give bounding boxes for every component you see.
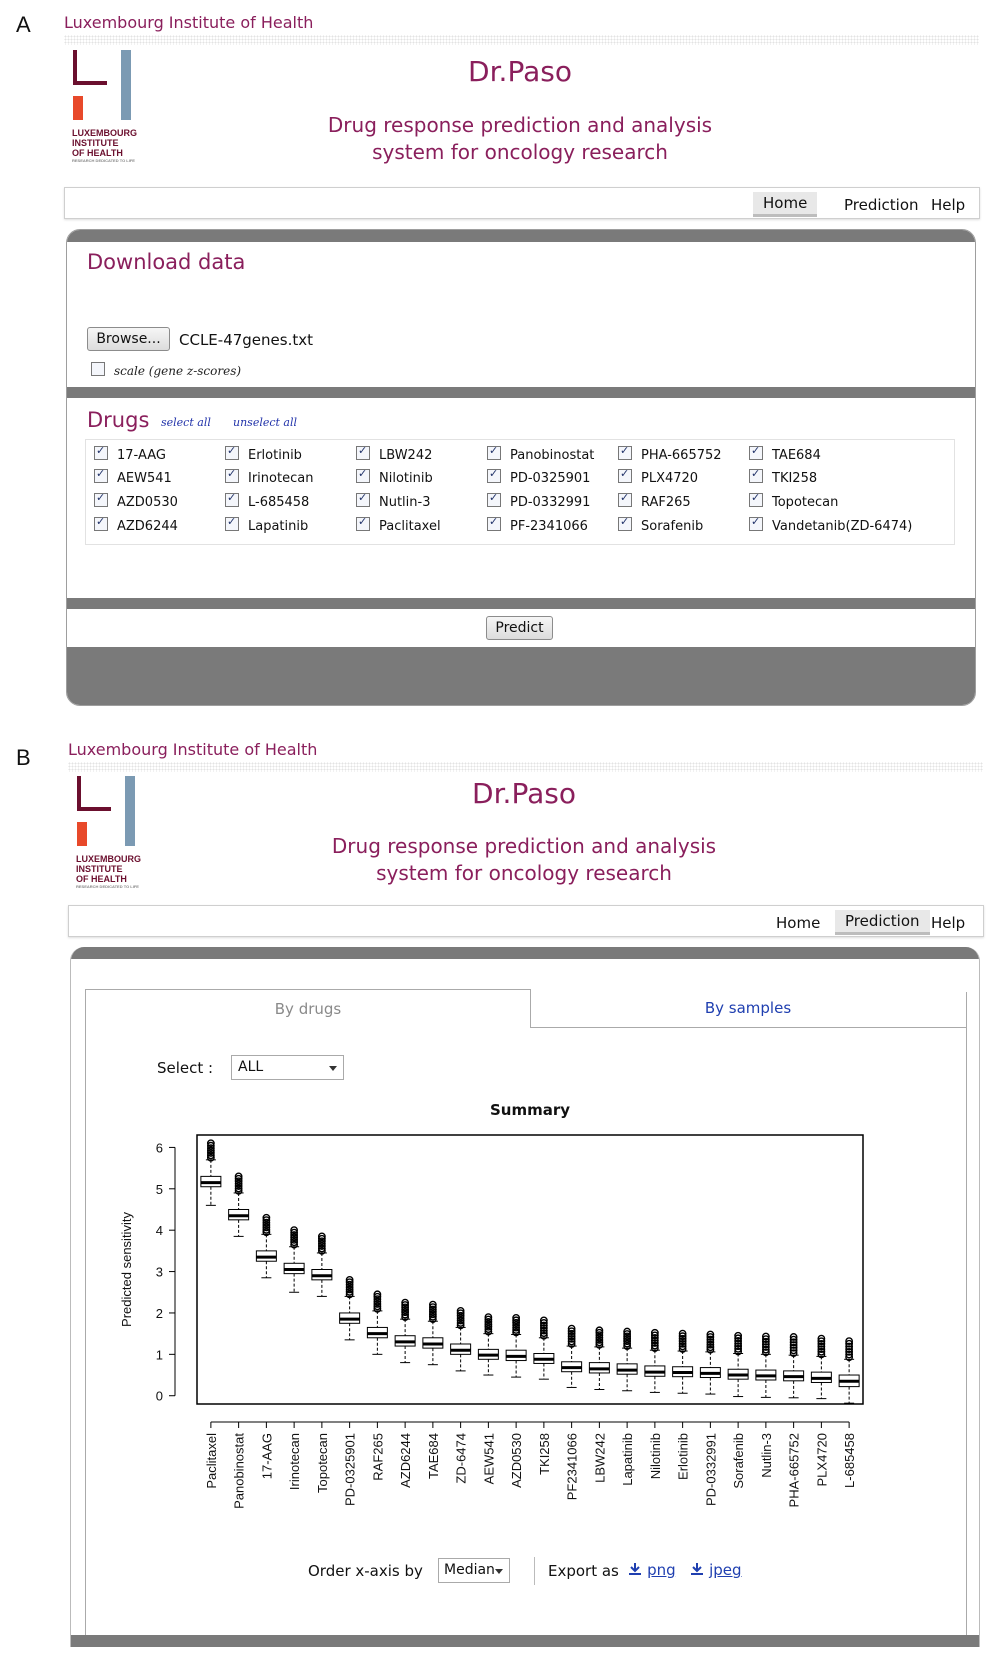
drug-label: Nutlin-3 <box>379 495 431 510</box>
upload-panel <box>66 229 976 706</box>
scale-label: scale (gene z-scores) <box>114 364 242 378</box>
drug-option[interactable] <box>618 493 691 510</box>
drugs-heading: Drugs <box>87 408 150 432</box>
drug-checkbox[interactable] <box>749 469 763 483</box>
drug-option[interactable] <box>356 446 432 463</box>
chevron-down-icon <box>329 1066 337 1071</box>
drug-option[interactable] <box>94 446 166 463</box>
drug-checkbox[interactable] <box>356 446 370 460</box>
y-axis-label: Predicted sensitivity <box>119 1212 134 1327</box>
export-divider <box>534 1557 535 1585</box>
x-tick-label: LBW242 <box>592 1433 608 1483</box>
drug-checkbox[interactable] <box>356 493 370 507</box>
drug-label: PLX4720 <box>641 471 699 486</box>
drug-checkbox[interactable] <box>487 446 501 460</box>
drug-option[interactable] <box>487 517 588 534</box>
browse-button[interactable]: Browse... <box>87 327 170 351</box>
drug-option[interactable] <box>94 493 178 510</box>
drug-label: RAF265 <box>641 495 691 510</box>
download-heading: Download data <box>87 250 246 274</box>
drug-checkbox[interactable] <box>618 469 632 483</box>
x-tick-label: Erlotinib <box>675 1433 691 1480</box>
drug-checkbox[interactable] <box>749 517 763 531</box>
x-tick-label: PD-0332991 <box>703 1433 719 1506</box>
x-tick-label: Sorafenib <box>731 1433 747 1489</box>
drug-label: 17-AAG <box>117 448 166 463</box>
drug-label: Topotecan <box>772 495 839 510</box>
drug-option[interactable] <box>618 517 703 534</box>
drug-option[interactable] <box>487 446 594 463</box>
drug-option[interactable] <box>749 493 838 510</box>
drug-checkbox[interactable] <box>94 469 108 483</box>
scale-checkbox[interactable] <box>91 362 105 376</box>
drug-label: AZD6244 <box>117 519 178 534</box>
x-tick-label: AZD0530 <box>509 1433 525 1488</box>
export-jpeg-link[interactable] <box>690 1560 742 1579</box>
drug-option[interactable] <box>225 517 308 534</box>
summary-boxplot <box>85 1101 965 1597</box>
nav-prediction-b[interactable]: Prediction <box>835 910 930 935</box>
lih-logo-b <box>74 776 154 896</box>
institute-name-b: Luxembourg Institute of Health <box>68 740 318 759</box>
logo-line-1: LUXEMBOURG <box>72 128 137 138</box>
logo-text-b <box>76 854 141 890</box>
subtitle-line-2-b: system for oncology research <box>376 861 672 885</box>
header-divider <box>64 35 979 45</box>
y-tick-label: 4 <box>155 1223 163 1239</box>
selected-file-name: CCLE-47genes.txt <box>179 331 313 349</box>
navbar-b <box>68 905 984 937</box>
app-subtitle-b <box>274 833 774 887</box>
drug-checkbox[interactable] <box>94 493 108 507</box>
section-divider-2 <box>67 598 975 609</box>
drug-checkbox[interactable] <box>94 517 108 531</box>
drug-label: LBW242 <box>379 448 433 463</box>
drug-checkbox-grid <box>85 439 955 545</box>
chart-title: Summary <box>489 1101 571 1119</box>
drug-label: AEW541 <box>117 471 172 486</box>
order-select[interactable] <box>438 1558 510 1583</box>
x-tick-label: Nutlin-3 <box>758 1433 774 1478</box>
x-tick-label: TAE684 <box>425 1433 441 1480</box>
drug-checkbox[interactable] <box>94 446 108 460</box>
drug-label: TAE684 <box>772 448 821 463</box>
y-tick-label: 3 <box>155 1264 163 1280</box>
x-tick-label: ZD-6474 <box>453 1433 469 1484</box>
tab-by-samples[interactable]: By samples <box>530 989 966 1028</box>
x-tick-label: 17-AAG <box>259 1433 275 1480</box>
drug-checkbox[interactable] <box>618 493 632 507</box>
drug-option[interactable] <box>618 446 722 463</box>
y-tick-label: 2 <box>155 1305 163 1321</box>
drug-label: Vandetanib(ZD-6474) <box>772 519 913 534</box>
x-tick-label: L-685458 <box>842 1433 858 1488</box>
x-tick-label: PLX4720 <box>814 1433 830 1487</box>
logo-tagline-b: RESEARCH DEDICATED TO LIFE <box>76 884 139 889</box>
panel-bottom-bar <box>67 647 975 705</box>
app-title: Dr.Paso <box>468 55 572 88</box>
drug-label: Nilotinib <box>379 471 433 486</box>
logo-line-3: OF HEALTH <box>72 148 123 158</box>
drug-option[interactable] <box>749 517 912 534</box>
institute-name: Luxembourg Institute of Health <box>64 13 314 32</box>
export-jpeg-label: jpeg <box>709 1561 742 1579</box>
subtitle-line-1-b: Drug response prediction and analysis <box>331 834 717 858</box>
y-tick-label: 6 <box>155 1140 163 1156</box>
drug-label: PD-0325901 <box>510 471 591 486</box>
download-icon <box>690 1562 704 1576</box>
panel-top-bar <box>67 230 975 242</box>
drug-label: Lapatinib <box>248 519 309 534</box>
nav-home[interactable]: Home <box>753 192 817 217</box>
drug-label: PF-2341066 <box>510 519 588 534</box>
select-all-link[interactable]: select all <box>161 416 211 429</box>
drug-label: L-685458 <box>248 495 310 510</box>
y-tick-label: 1 <box>155 1347 163 1363</box>
drug-label: PD-0332991 <box>510 495 591 510</box>
logo-line-1-b: LUXEMBOURG <box>76 854 141 864</box>
drug-checkbox[interactable] <box>749 446 763 460</box>
drug-option[interactable] <box>356 493 431 510</box>
drug-checkbox[interactable] <box>225 446 239 460</box>
export-label: Export as <box>548 1562 619 1580</box>
x-tick-label: PHA-665752 <box>786 1433 802 1508</box>
predict-button[interactable]: Predict <box>486 616 553 640</box>
scale-option[interactable] <box>91 360 241 379</box>
section-divider-1 <box>67 387 975 398</box>
app-subtitle <box>270 112 770 166</box>
drug-option[interactable] <box>225 493 309 510</box>
x-tick-label: AEW541 <box>481 1433 497 1485</box>
download-icon <box>628 1562 642 1576</box>
drug-checkbox[interactable] <box>225 493 239 507</box>
nav-help-b[interactable]: Help <box>931 914 966 932</box>
drug-option[interactable] <box>618 469 698 486</box>
logo-text <box>72 128 137 164</box>
logo-line-2-b: INSTITUTE <box>76 864 123 874</box>
lih-logo <box>70 50 150 170</box>
tab-by-drugs[interactable]: By drugs <box>85 989 531 1028</box>
chevron-down-icon <box>495 1569 503 1574</box>
app-title-b: Dr.Paso <box>472 777 576 810</box>
drug-option[interactable] <box>356 517 441 534</box>
drug-label: Paclitaxel <box>379 519 441 534</box>
drug-checkbox[interactable] <box>618 517 632 531</box>
drug-label: Irinotecan <box>248 471 314 486</box>
drug-checkbox[interactable] <box>225 469 239 483</box>
drug-label: Sorafenib <box>641 519 704 534</box>
subtitle-line-1: Drug response prediction and analysis <box>327 113 713 137</box>
drug-option[interactable] <box>487 493 590 510</box>
drug-label: TKI258 <box>772 471 818 486</box>
panel-letter-a: A <box>16 12 31 37</box>
navbar <box>64 187 980 219</box>
logo-tagline: RESEARCH DEDICATED TO LIFE <box>72 158 135 163</box>
logo-line-2: INSTITUTE <box>72 138 119 148</box>
drug-checkbox[interactable] <box>356 469 370 483</box>
drug-checkbox[interactable] <box>487 469 501 483</box>
export-png-label: png <box>647 1561 676 1579</box>
header-divider-b <box>68 762 983 772</box>
x-tick-label: Irinotecan <box>287 1433 303 1491</box>
nav-prediction[interactable]: Prediction <box>844 196 919 214</box>
nav-home-b[interactable]: Home <box>776 914 821 932</box>
drug-checkbox[interactable] <box>225 517 239 531</box>
x-tick-label: Topotecan <box>314 1433 330 1493</box>
order-select-value: Median <box>444 1562 495 1578</box>
drug-checkbox[interactable] <box>618 446 632 460</box>
x-tick-label: Paclitaxel <box>203 1433 219 1489</box>
drug-checkbox[interactable] <box>356 517 370 531</box>
drug-option[interactable] <box>487 469 590 486</box>
drug-checkbox[interactable] <box>487 493 501 507</box>
x-tick-label: Lapatinib <box>620 1433 636 1486</box>
y-tick-label: 5 <box>155 1181 163 1197</box>
results-bottom-bar <box>71 1635 979 1647</box>
y-tick-label: 0 <box>155 1388 163 1404</box>
nav-help[interactable]: Help <box>931 196 966 214</box>
drug-option[interactable] <box>749 446 821 463</box>
export-png-link[interactable] <box>628 1560 676 1579</box>
drug-label: Panobinostat <box>510 448 595 463</box>
drug-option[interactable] <box>225 469 313 486</box>
drug-option[interactable] <box>94 517 178 534</box>
x-tick-label: AZD6244 <box>398 1433 414 1488</box>
drug-select-value: ALL <box>238 1059 264 1075</box>
drug-option[interactable] <box>94 469 172 486</box>
x-tick-label: Nilotinib <box>647 1433 663 1480</box>
logo-line-3-b: OF HEALTH <box>76 874 127 884</box>
drug-option[interactable] <box>749 469 817 486</box>
panel-letter-b: B <box>16 745 31 770</box>
x-tick-label: RAF265 <box>370 1433 386 1481</box>
drug-label: AZD0530 <box>117 495 178 510</box>
drug-option[interactable] <box>225 446 302 463</box>
x-tick-label: PF2341066 <box>564 1433 580 1501</box>
order-label: Order x-axis by <box>308 1562 423 1580</box>
drug-checkbox[interactable] <box>749 493 763 507</box>
subtitle-line-2: system for oncology research <box>372 140 668 164</box>
drug-label: Erlotinib <box>248 448 302 463</box>
x-tick-label: Panobinostat <box>231 1433 247 1509</box>
unselect-all-link[interactable]: unselect all <box>233 416 298 429</box>
x-tick-label: PD-0325901 <box>342 1433 358 1506</box>
results-top-bar <box>71 947 979 959</box>
results-panel <box>70 947 980 1647</box>
x-tick-label: TKI258 <box>536 1433 552 1475</box>
drug-label: PHA-665752 <box>641 448 722 463</box>
select-label: Select : <box>157 1059 214 1077</box>
drug-option[interactable] <box>356 469 433 486</box>
drug-select[interactable] <box>231 1055 344 1080</box>
drug-checkbox[interactable] <box>487 517 501 531</box>
